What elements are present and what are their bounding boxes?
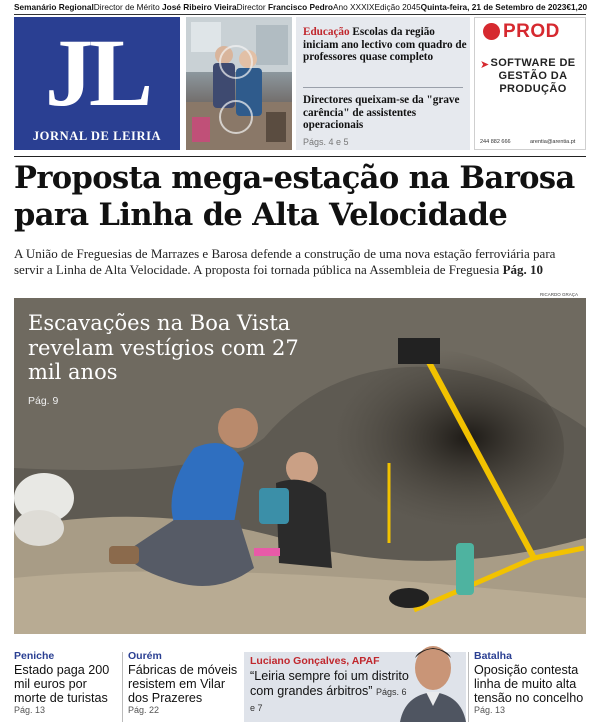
teaser-pages: Págs. 4 e 5	[303, 137, 349, 147]
teaser-divider	[303, 87, 463, 88]
story-title: Oposição contesta linha de muito alta tensão no concelho	[474, 663, 584, 705]
lead-page: Pág. 10	[502, 261, 544, 277]
header-rule	[14, 156, 586, 157]
ad-phone: 244 882 666	[480, 139, 511, 145]
ad-email: arentia@arentia.pt	[530, 139, 576, 145]
masthead-logo[interactable]	[14, 17, 180, 150]
photo-page: Pág. 9	[28, 395, 59, 407]
date: Quinta-feira, 21 de Setembro de 2023	[420, 2, 567, 12]
logo-name: JORNAL DE LEIRIA	[32, 129, 162, 143]
photo-headline[interactable]: Escavações na Boa Vista revelam vestígios com 27 mil anos	[28, 311, 299, 384]
ad-brand: PROD	[503, 21, 560, 42]
bottom-story-ourem[interactable]	[128, 650, 240, 715]
publication-type: Semanário Regional	[14, 2, 94, 12]
column-divider	[122, 652, 123, 722]
price: €1,20	[566, 2, 588, 12]
portrait-photo	[400, 640, 466, 722]
year: Ano XXXIX	[332, 2, 375, 12]
teaser-kicker: Educação	[303, 26, 350, 38]
director-merito: Director de Mérito José Ribeiro Vieira	[93, 2, 237, 12]
main-headline[interactable]: Proposta mega-estação na Barosa para Linha de Alta Velocidade	[14, 160, 575, 233]
photo-credit: RICARDO GRAÇA	[540, 292, 579, 297]
bottom-story-peniche[interactable]	[14, 650, 118, 715]
teaser-item-assistants[interactable]	[303, 94, 467, 132]
director: Director Francisco Pedro	[236, 2, 333, 12]
lead-text: A União de Freguesias de Marrazes e Barosa defende a construção de uma nova estação ferroviária para servir a Linha de Alta Velocidade. A proposta foi tornada pública na Assembleia de Freguesia	[14, 246, 556, 277]
quote-text: “Leiria sempre foi um distrito com grandes árbitros”	[250, 669, 409, 698]
teaser-photo-illustration	[186, 17, 292, 150]
teaser-item-education[interactable]	[303, 26, 467, 64]
prod-logo-icon	[483, 23, 500, 40]
story-kicker: Peniche	[14, 650, 55, 662]
bottom-story-batalha[interactable]	[474, 650, 586, 715]
story-page: Pág. 22	[128, 705, 160, 715]
logo-letters: JL	[44, 19, 150, 126]
teaser-photo[interactable]	[186, 17, 292, 150]
story-kicker: Ourém	[128, 650, 162, 662]
teaser-item1-text: Escolas da região iniciam ano lectivo com quadro de professores quase completo	[303, 26, 467, 64]
story-title: Estado paga 200 mil euros por morte de turistas	[14, 663, 110, 705]
top-info-strip	[14, 1, 586, 13]
story-page: Pág. 13	[14, 705, 46, 715]
story-quote	[250, 669, 410, 716]
edition: Edição 2045	[374, 2, 421, 12]
story-kicker: Batalha	[474, 650, 512, 662]
teaser-item2-text: Directores queixam-se da "grave carência" de assistentes operacionais	[303, 94, 460, 132]
portrait-illustration	[400, 640, 466, 722]
column-divider	[468, 652, 469, 722]
story-page: Págs. 6 e 7	[250, 687, 407, 713]
story-kicker: Luciano Gonçalves, APAF	[250, 655, 380, 667]
ad-text: SOFTWARE DE GESTÃO DA PRODUÇÃO	[490, 57, 576, 95]
story-title: Fábricas de móveis resistem em Vilar dos Prazeres	[128, 663, 238, 705]
story-page: Pág. 13	[474, 705, 506, 715]
main-lead	[14, 246, 586, 277]
top-rule	[14, 14, 586, 15]
arrow-icon: ➤	[480, 58, 490, 71]
